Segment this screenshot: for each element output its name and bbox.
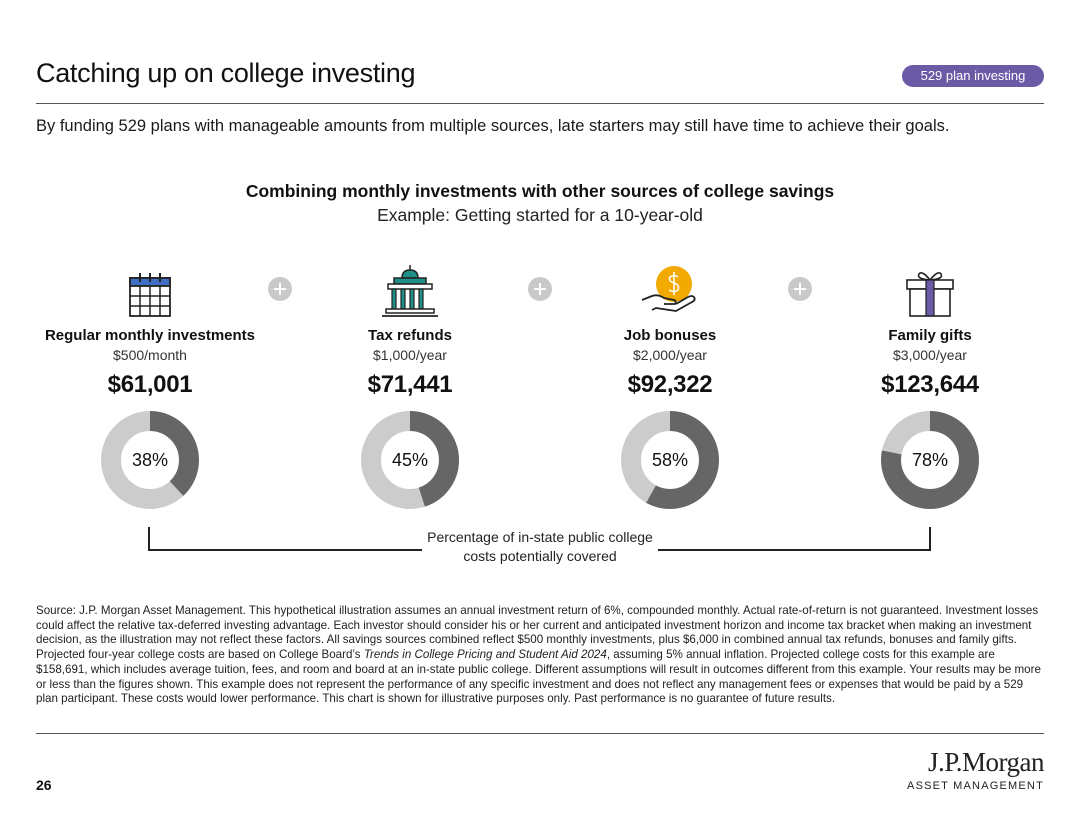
brand-subtitle: ASSET MANAGEMENT <box>907 780 1044 792</box>
chart-subtitle: Example: Getting started for a 10-year-old <box>377 205 703 225</box>
calendar-icon <box>20 262 280 318</box>
donut-value-label: 45% <box>391 450 429 470</box>
dollar-coin-hand-icon <box>540 262 800 318</box>
source-amount-label: $500/month <box>113 347 187 363</box>
source-footnote <box>36 604 1046 707</box>
savings-source-tax-refunds <box>280 262 540 511</box>
source-amount-label: $1,000/year <box>373 347 447 363</box>
donut-chart <box>99 409 201 511</box>
source-name-label: Job bonuses <box>623 327 717 344</box>
source-amount-label: $3,000/year <box>893 347 967 363</box>
header-divider <box>36 103 1044 104</box>
savings-source-monthly <box>20 262 280 511</box>
footnote-text: Source: J.P. Morgan Asset Management. This hypothetical illustration assumes an annual investment return of 6%, compounded monthly. Actual rate-of-return is not guaranteed. Investment losses could affect the relative tax-deferred investing advantage. Each investor should consider his or her current and anticipated investment horizon and income tax bracket when making an investment decision, as the illustration may not reflect these factors. All savings sources combined reflect $500 monthly investments, plus $6,000 in combined annual tax refunds, bonuses and family gifts. Projected four-year college costs are based on College Board’s <box>36 604 1039 662</box>
brand-logo <box>907 748 1044 792</box>
footnote-text-continued: , assuming 5% annual inflation. Projected college costs for this example are $158,691, which includes average tuition, fees, and room and board at an in-state public college. Different assumptions will result in outcomes different from this example. Your results may be more or less than the figures shown. This example does not represent the performance of any specific investment and does not reflect any management fees or expenses that would be paid by a 529 plan participant. These costs would lower performance. This chart is shown for illustrative purposes only. Past performance is no guarantee of future results. <box>36 648 1041 706</box>
page-number: 26 <box>36 777 52 793</box>
donut-chart <box>619 409 721 511</box>
source-total-value: $92,322 <box>627 371 713 398</box>
brand-name: J.P.Morgan <box>927 747 1044 777</box>
annotation-label: Percentage of in-state public college costs potentially covered <box>422 528 658 566</box>
source-amount-label: $2,000/year <box>633 347 707 363</box>
footnote-italic-title: Trends in College Pricing and Student Aid 2024 <box>363 648 607 662</box>
source-total-value: $123,644 <box>881 371 979 398</box>
source-name-label: Regular monthly investments <box>44 327 256 344</box>
footer-divider <box>36 733 1044 734</box>
bank-building-icon <box>280 262 540 318</box>
chart-title: Combining monthly investments with other sources of college savings <box>245 181 835 201</box>
page-subtitle: By funding 529 plans with manageable amounts from multiple sources, late starters may still have time to achieve their goals. <box>36 117 950 135</box>
donut-value-label: 38% <box>131 450 169 470</box>
donut-value-label: 58% <box>651 450 689 470</box>
topic-tag-badge: 529 plan investing <box>902 65 1044 87</box>
donut-value-label: 78% <box>911 450 949 470</box>
gift-icon <box>800 262 1060 318</box>
savings-source-family-gifts <box>800 262 1060 511</box>
source-total-value: $61,001 <box>107 371 193 398</box>
donut-chart <box>879 409 981 511</box>
savings-source-job-bonuses <box>540 262 800 511</box>
source-name-label: Family gifts <box>888 327 972 344</box>
donut-chart <box>359 409 461 511</box>
source-total-value: $71,441 <box>367 371 453 398</box>
page-title: Catching up on college investing <box>36 58 416 88</box>
source-name-label: Tax refunds <box>368 327 452 344</box>
